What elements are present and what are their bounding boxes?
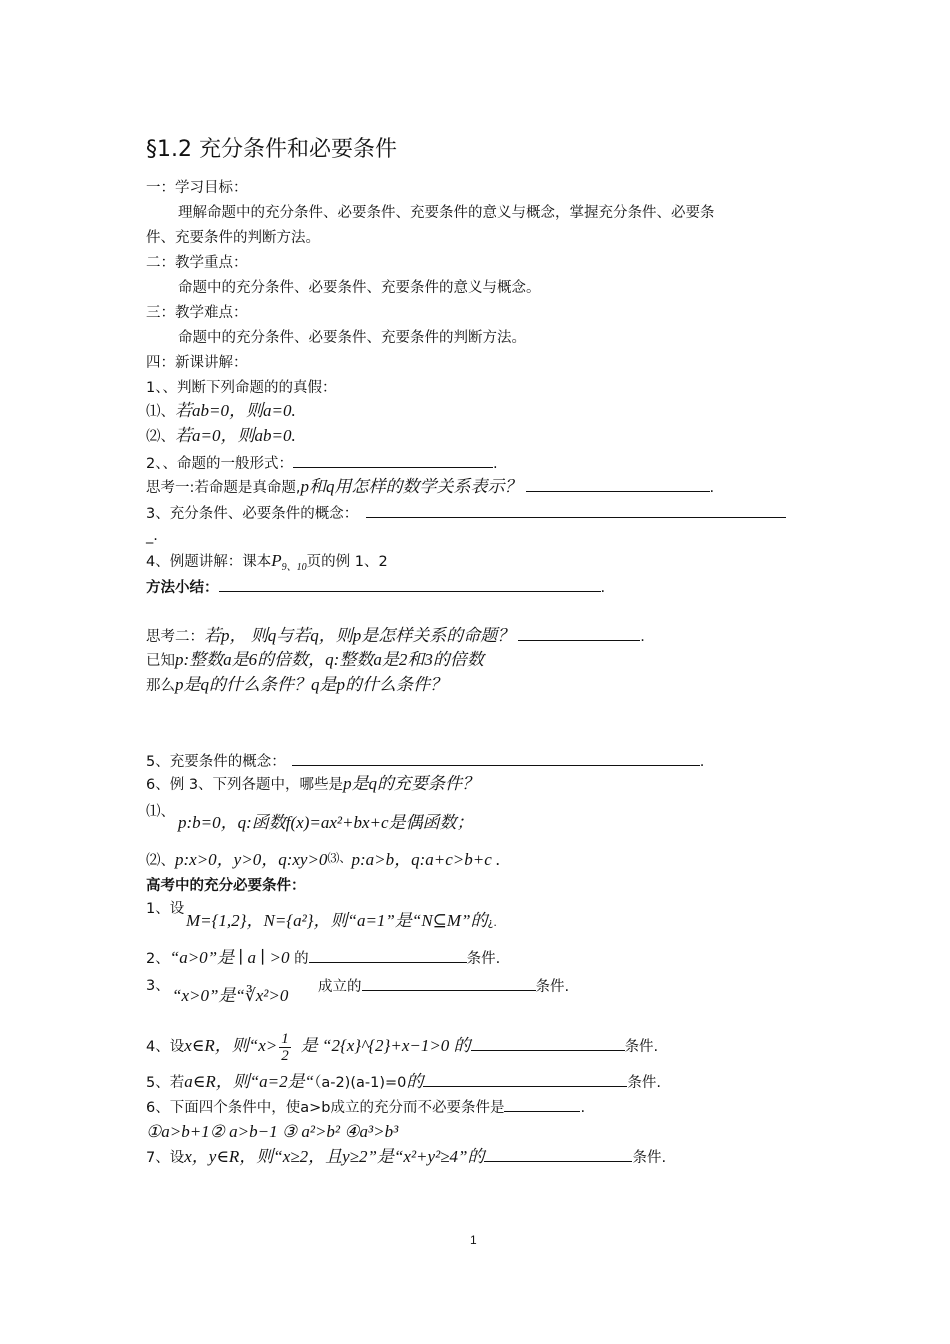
goals-heading: 一：学习目标： bbox=[146, 180, 248, 196]
think2-end: . bbox=[640, 629, 645, 645]
exam-item2-num: 2、 bbox=[146, 951, 170, 967]
q6-e1-math: p:b=0，q:函数f(x)=ax²+bx+c是偶函数； bbox=[178, 813, 474, 832]
q1-item-a bbox=[146, 401, 296, 422]
q4-after: 页的例 1、2 bbox=[306, 554, 388, 570]
exam-item5-blank[interactable] bbox=[423, 1072, 627, 1087]
exam-item5 bbox=[146, 1072, 661, 1093]
q6-e1-num: ⑴、 bbox=[146, 804, 175, 820]
exam-heading: 高考中的充分必要条件： bbox=[146, 878, 306, 894]
exam-item7 bbox=[146, 1147, 666, 1168]
q5-end: . bbox=[699, 754, 705, 770]
exam-item2-blank[interactable] bbox=[309, 948, 467, 963]
exam-item5-math: a∈R，则“a=2是“ bbox=[184, 1072, 315, 1091]
think2-then-math: p是q的什么条件？q是p的什么条件？ bbox=[175, 675, 447, 694]
q4-line bbox=[146, 551, 388, 578]
exam-item4-math2: 是 “2{x}^{2}+x−1>0 的 bbox=[300, 1036, 471, 1055]
exam-item3-blank[interactable] bbox=[362, 976, 536, 991]
exam-item7-num: 7、设 bbox=[146, 1150, 185, 1166]
exam-item2-math: “a>0”是 ∣ a ∣ >0 bbox=[169, 948, 290, 967]
exam-item6 bbox=[146, 1097, 585, 1118]
q2-line bbox=[146, 453, 498, 474]
think1-answer-blank[interactable] bbox=[526, 477, 710, 492]
key-heading: 二：教学重点： bbox=[146, 255, 248, 271]
exam-item4-num: 4、设 bbox=[146, 1039, 185, 1055]
exam-item4-fraction bbox=[279, 1031, 291, 1064]
difficulty-text: 命题中的充分条件、必要条件、充要条件的判断方法。 bbox=[178, 330, 526, 346]
exam-item2 bbox=[146, 948, 500, 969]
q6-line bbox=[146, 774, 479, 795]
think1-line bbox=[146, 477, 714, 498]
think1-math: p和q用怎样的数学关系表示？ bbox=[300, 477, 522, 496]
q5-answer-blank[interactable] bbox=[292, 751, 700, 766]
exam-item2-mid: 的 bbox=[289, 951, 309, 967]
q1-label: 1、、判断下列命题的的真假： bbox=[146, 380, 337, 396]
goals-text-line2: 件、充要条件的判断方法。 bbox=[146, 230, 320, 246]
exam-item2-end: 条件. bbox=[466, 951, 501, 967]
goals-text-line1: 理解命题中的充分条件、必要条件、充要条件的意义与概念，掌握充分条件、必要条 bbox=[178, 205, 715, 221]
exam-item3-tail bbox=[318, 976, 569, 997]
q4-label: 4、例题讲解：课本 bbox=[146, 554, 272, 570]
exam-item6-options: ①a>b+1② a>b−1 ③ a²>b² ④a³>b³ bbox=[146, 1122, 399, 1141]
q1-item-a-math: 若ab=0，则a=0. bbox=[175, 401, 296, 420]
q6-e2-num: ⑵、 bbox=[146, 853, 175, 869]
lecture-heading: 四：新课讲解： bbox=[146, 355, 248, 371]
q2-end: . bbox=[492, 456, 498, 472]
q4-sub: 9、10 bbox=[281, 562, 307, 573]
think1-end: . bbox=[709, 480, 715, 496]
difficulty-heading: 三：教学难点： bbox=[146, 305, 248, 321]
q6-e3-math: p:a>b，q:a+c>b+c . bbox=[351, 850, 501, 869]
q1-item-b bbox=[146, 426, 296, 447]
exam-item1 bbox=[186, 911, 497, 933]
think2-line bbox=[146, 626, 645, 647]
q3-answer-blank[interactable] bbox=[366, 503, 786, 518]
exam-item3-mid: 成立的 bbox=[318, 979, 362, 995]
exam-item4-math: x∈R，则“x> bbox=[184, 1036, 278, 1055]
think2-known-prefix: 已知 bbox=[146, 653, 175, 669]
exam-item5-mid: （a-2)(a-1)=0 bbox=[314, 1075, 407, 1091]
method-line bbox=[146, 577, 605, 598]
exam-item3-math-text: “x>0”是“∛x²>0 bbox=[172, 986, 289, 1005]
q1-item-a-num: ⑴、 bbox=[146, 404, 175, 420]
exam-item7-end: 条件. bbox=[632, 1150, 667, 1166]
method-label: 方法小结： bbox=[146, 580, 219, 596]
exam-item7-math: x，y∈R，则“x≥2，且y≥2”是“x²+y²≥4”的 bbox=[184, 1147, 485, 1166]
q6-e2-line bbox=[146, 848, 500, 871]
exam-item6-end: . bbox=[580, 1100, 586, 1116]
exam-item5-end: 条件. bbox=[627, 1075, 661, 1091]
exam-item4-end: 条件. bbox=[624, 1039, 659, 1055]
think1-prefix: 思考一:若命题是真命题, bbox=[146, 480, 301, 496]
exam-item5-math2: 的 bbox=[406, 1072, 424, 1091]
method-answer-blank[interactable] bbox=[219, 577, 601, 592]
q3-line bbox=[146, 503, 786, 524]
q2-label: 2、、命题的一般形式： bbox=[146, 456, 293, 472]
think2-answer-blank[interactable] bbox=[518, 626, 640, 641]
method-end: . bbox=[600, 580, 606, 596]
q6-e2-math: p:x>0，y>0，q:xy>0 bbox=[175, 850, 328, 869]
exam-item1-end: ¿. bbox=[487, 916, 497, 929]
q6-e3-num: ⑶、 bbox=[327, 851, 352, 865]
exam-item1-math: M={1,2}，N={a²}，则“a=1”是“N⊆M”的 bbox=[186, 911, 488, 930]
exam-item4-frac-den: 2 bbox=[281, 1047, 289, 1064]
q3-label: 3、充分条件、必要条件的概念： bbox=[146, 506, 359, 522]
think2-then bbox=[146, 675, 447, 696]
q1-item-b-math: 若a=0，则ab=0. bbox=[175, 426, 296, 445]
page-title: §1.2 充分条件和必要条件 bbox=[146, 137, 397, 162]
exam-item3-num: 3、 bbox=[146, 978, 170, 994]
think2-prefix: 思考二： bbox=[146, 629, 204, 645]
think2-then-prefix: 那么 bbox=[146, 678, 175, 694]
exam-item3-math bbox=[172, 986, 288, 1007]
q5-label: 5、充要条件的概念： bbox=[146, 754, 286, 770]
exam-item5-num: 5、若 bbox=[146, 1075, 185, 1091]
q1-item-b-num: ⑵、 bbox=[146, 429, 175, 445]
q2-answer-blank[interactable] bbox=[293, 453, 493, 468]
exam-item1-num: 1、设 bbox=[146, 901, 185, 917]
exam-item4-blank[interactable] bbox=[471, 1036, 625, 1051]
think2-math: 若p， 则q与若q，则p是怎样关系的命题？ bbox=[204, 626, 515, 645]
q6-math: p是q的充要条件？ bbox=[343, 774, 480, 793]
page-number: 1 bbox=[470, 1233, 477, 1247]
key-text: 命题中的充分条件、必要条件、充要条件的意义与概念。 bbox=[178, 280, 541, 296]
exam-item6-blank[interactable] bbox=[504, 1097, 580, 1112]
exam-item6-num: 6、下面四个条件中，使a>b成立的充分而不必要条件是 bbox=[146, 1100, 505, 1116]
think2-known-math: p:整数a是6的倍数，q:整数a是2和3的倍数 bbox=[175, 650, 484, 669]
think2-known bbox=[146, 650, 484, 671]
q6-label: 6、例 3、下列各题中，哪些是 bbox=[146, 777, 344, 793]
q3-tail: _. bbox=[146, 528, 158, 544]
exam-item4-frac-num: 1 bbox=[281, 1030, 289, 1047]
q4-p: P bbox=[271, 551, 282, 570]
exam-item3-end: 条件. bbox=[535, 979, 570, 995]
exam-item7-blank[interactable] bbox=[484, 1147, 632, 1162]
exam-item4 bbox=[146, 1028, 658, 1065]
q5-line bbox=[146, 751, 704, 772]
